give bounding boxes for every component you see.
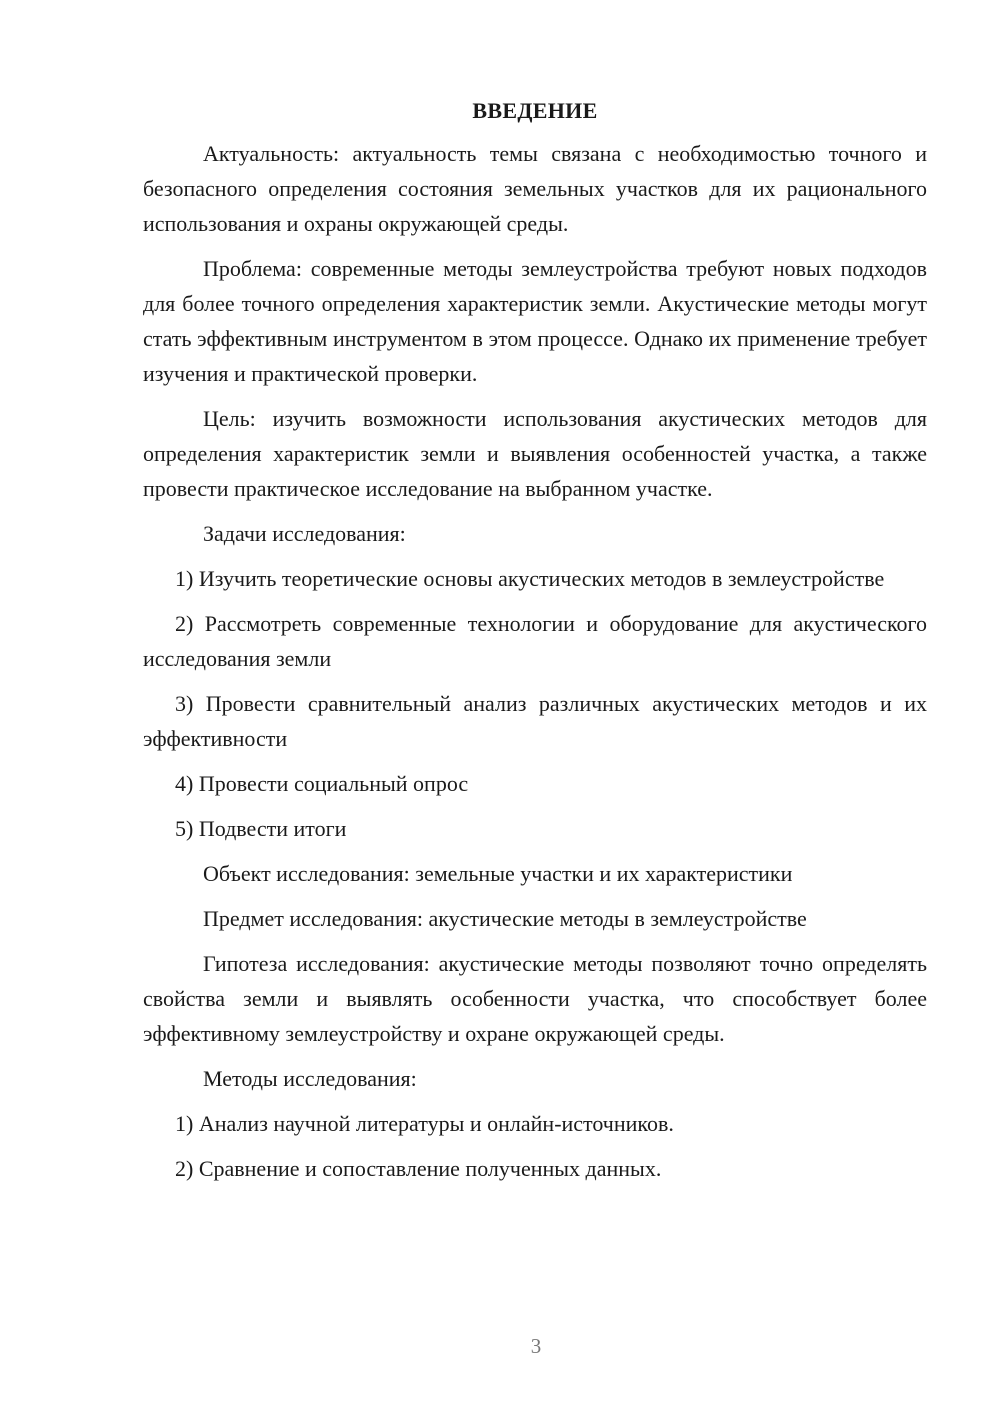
paragraph-hypothesis: Гипотеза исследования: акустические методы позволяют точно определять свойства земли и выявлять особенности участка, что способствует более эффективному землеустройству и охране окружающей среды. bbox=[143, 951, 927, 1046]
tasks-heading: Задачи исследования: bbox=[203, 521, 406, 546]
paragraph-object: Объект исследования: земельные участки и их характеристики bbox=[203, 861, 793, 886]
section-title: ВВЕДЕНИЕ bbox=[472, 98, 598, 123]
document-page bbox=[143, 96, 927, 1196]
paragraph-subject: Предмет исследования: акустические методы в землеустройстве bbox=[203, 906, 807, 931]
page-number: 3 bbox=[530, 1334, 542, 1358]
methods-heading: Методы исследования: bbox=[203, 1066, 417, 1091]
task-item: 4) Провести социальный опрос bbox=[175, 771, 469, 796]
method-item: 2) Сравнение и сопоставление полученных данных. bbox=[175, 1156, 662, 1181]
task-item: 2) Рассмотреть современные технологии и оборудование для акустического исследования земли bbox=[143, 611, 927, 671]
paragraph-relevance: Актуальность: актуальность темы связана с необходимостью точного и безопасного определения состояния земельных участков для их рационального использования и охраны окружающей среды. bbox=[143, 141, 927, 236]
task-item: 3) Провести сравнительный анализ различных акустических методов и их эффективности bbox=[143, 691, 927, 751]
method-item: 1) Анализ научной литературы и онлайн-источников. bbox=[175, 1111, 674, 1136]
task-item: 5) Подвести итоги bbox=[175, 816, 347, 841]
paragraph-problem: Проблема: современные методы землеустройства требуют новых подходов для более точного определения характеристик земли. Акустические методы могут стать эффективным инструментом в этом процессе. Однако их применение требует изучения и практической проверки. bbox=[143, 256, 927, 386]
paragraph-goal: Цель: изучить возможности использования акустических методов для определения характеристик земли и выявления особенностей участка, а также провести практическое исследование на выбранном участке. bbox=[143, 406, 927, 501]
task-item: 1) Изучить теоретические основы акустических методов в землеустройстве bbox=[175, 566, 885, 591]
